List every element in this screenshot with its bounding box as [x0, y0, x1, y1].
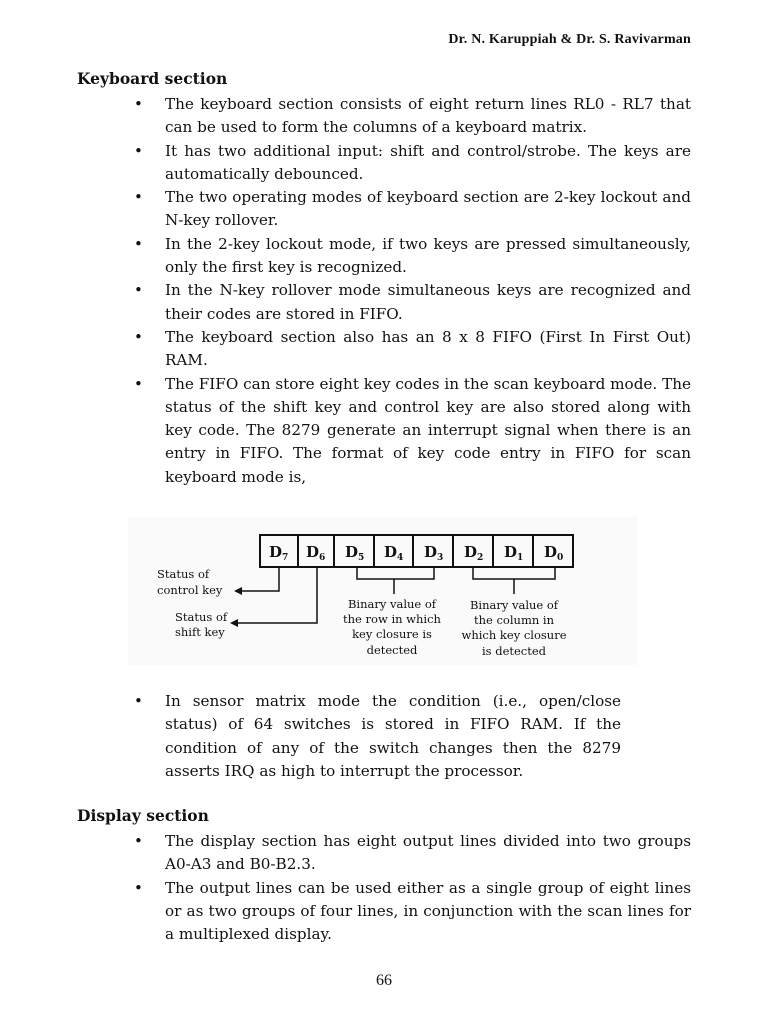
col-label-2: the column in — [474, 613, 554, 627]
keyboard-bullet-list — [77, 93, 691, 489]
bullet-icon: • — [134, 141, 143, 160]
bit-d6: $D_6$ — [306, 543, 326, 563]
col-label-1: Binary value of — [469, 598, 559, 612]
bullet-text: It has two additional input: shift and control/strobe. The keys are automatically debounced. — [165, 141, 691, 183]
bullet-icon: • — [134, 374, 143, 393]
row-label-4: detected — [366, 643, 418, 657]
bullet-text: In the N-key rollover mode simultaneous keys are recognized and their codes are stored in FIFO. — [165, 281, 691, 323]
col-label-3: which key closure — [461, 628, 567, 642]
control-key-label-2: control key — [157, 583, 223, 597]
row-label-1: Binary value of — [347, 597, 437, 611]
bullet-text: In the 2-key lockout mode, if two keys are pressed simultaneously, only the first key is recognized. — [165, 234, 691, 277]
list-item — [77, 140, 691, 187]
keyboard-section-title: Keyboard section — [77, 69, 228, 88]
bullet-icon: • — [134, 188, 143, 207]
list-item — [77, 186, 691, 233]
sensor-bullet-list — [77, 690, 691, 783]
display-section-title: Display section — [77, 806, 209, 825]
list-item — [77, 326, 691, 373]
control-key-label-1: Status of — [157, 567, 210, 581]
bit-d4: $D_4$ — [384, 543, 404, 563]
display-bullet-list — [77, 830, 691, 946]
shift-key-connector — [236, 567, 317, 623]
shift-key-label-2: shift key — [175, 625, 225, 639]
arrow-left-icon — [234, 587, 242, 595]
control-key-connector — [240, 567, 279, 591]
bullet-icon: • — [134, 327, 143, 346]
row-bracket — [357, 567, 434, 579]
col-label-4: is detected — [481, 644, 547, 658]
list-item — [77, 877, 691, 947]
bullet-icon: • — [134, 878, 143, 897]
bullet-text: The two operating modes of keyboard section are 2-key lockout and N-key rollover. — [165, 188, 691, 230]
bullet-icon: • — [134, 234, 143, 253]
running-header: Dr. N. Karuppiah & Dr. S. Ravivarman — [448, 32, 691, 47]
bullet-text: The keyboard section consists of eight return lines RL0 - RL7 that can be used to form the columns of a keyboard matrix. — [165, 95, 691, 137]
fifo-format-figure — [128, 517, 638, 665]
list-item — [77, 279, 691, 326]
page-number: 66 — [376, 972, 392, 989]
bit-d3: $D_3$ — [424, 543, 444, 563]
list-item — [77, 233, 691, 280]
fifo-format-diagram — [128, 517, 638, 665]
bullet-text: The display section has eight output lines divided into two groups A0-A3 and B0-B2.3. — [165, 832, 691, 874]
arrow-left-icon — [230, 619, 238, 627]
list-item — [77, 690, 691, 783]
bit-d0: $D_0$ — [544, 543, 564, 563]
bullet-icon: • — [134, 95, 143, 113]
list-item — [77, 93, 691, 140]
bullet-text: In sensor matrix mode the condition (i.e., open/close status) of 64 switches is stored in FIFO RAM. If the condition of any of the switch changes then the 8279 asserts IRQ as high to interrupt the processor. — [165, 692, 621, 780]
bullet-icon: • — [134, 832, 143, 850]
column-bracket — [473, 567, 555, 579]
bullet-text: The FIFO can store eight key codes in the scan keyboard mode. The status of the shift key and control key are also stored along with key code. The 8279 generate an interrupt signal when there is an entry in FIFO. The format of key code entry in FIFO for scan keyboard mode is, — [165, 374, 691, 486]
bit-d2: $D_2$ — [464, 543, 484, 563]
bullet-icon: • — [134, 692, 143, 710]
bit-d7: $D_7$ — [269, 543, 289, 563]
list-item — [77, 373, 691, 489]
bullet-icon: • — [134, 281, 143, 300]
bit-d5: $D_5$ — [345, 543, 365, 563]
bit-d1: $D_1$ — [504, 543, 524, 563]
row-label-2: the row in which — [343, 612, 441, 626]
row-label-3: key closure is — [352, 627, 432, 641]
bullet-text: The keyboard section also has an 8 x 8 FIFO (First In First Out) RAM. — [165, 327, 691, 370]
bullet-text: The output lines can be used either as a single group of eight lines or as two groups of four lines, in conjunction with the scan lines for a multiplexed display. — [165, 878, 691, 944]
shift-key-label-1: Status of — [175, 610, 228, 624]
list-item — [77, 830, 691, 877]
